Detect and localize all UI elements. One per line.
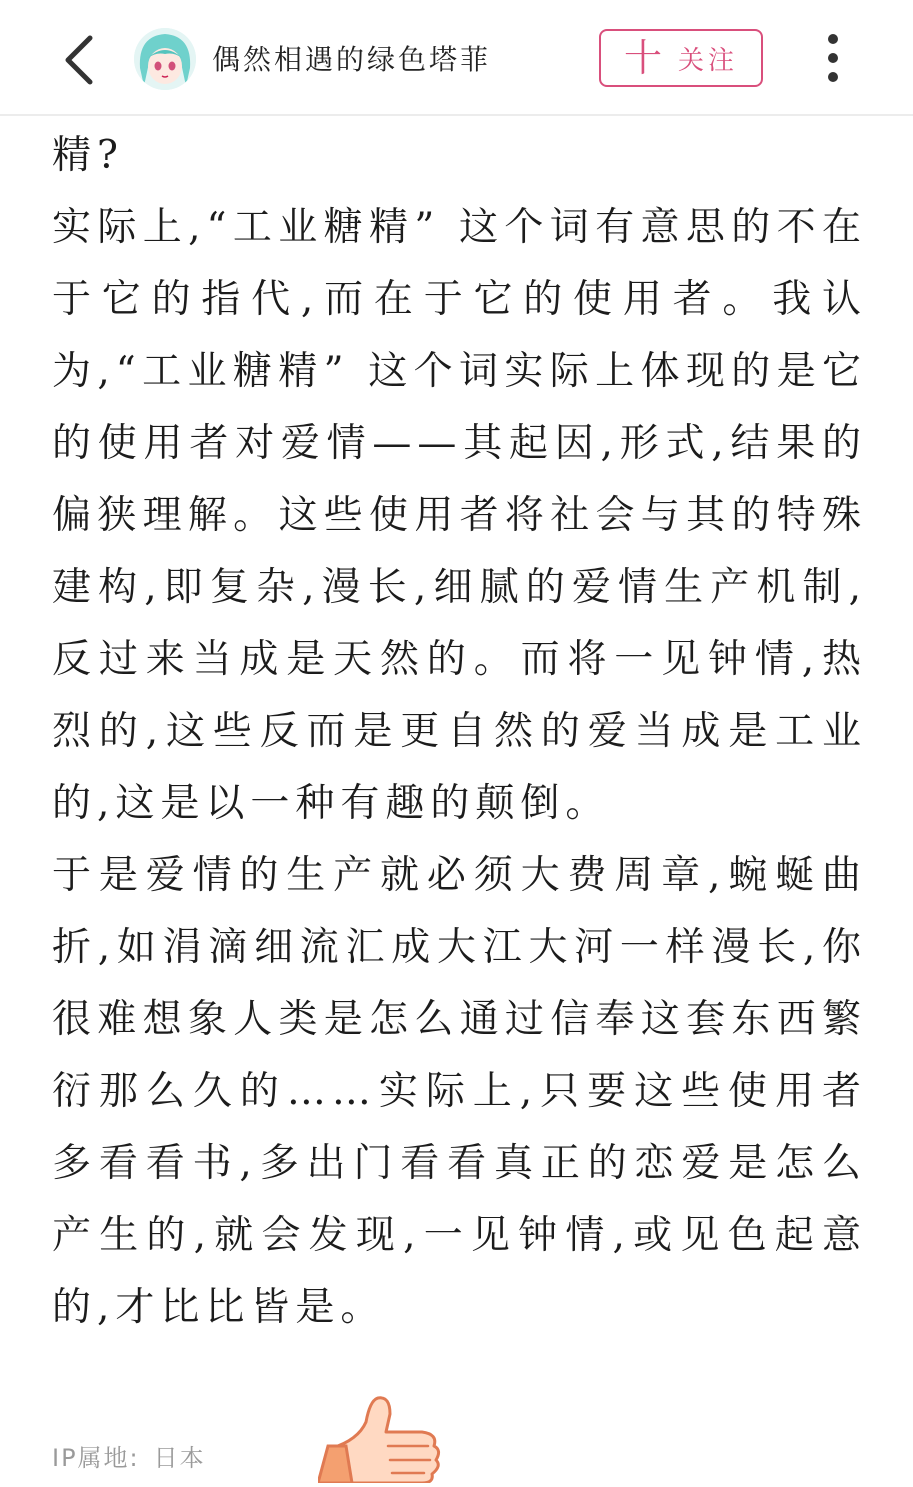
paragraph: 实际上,“工业糖精” 这个词有意思的不在于它的指代,而在于它的使用者。我认为,“工业糖精” 这个词实际上体现的是它的使用者对爱情——其起因,形式,结果的偏狭理解。这些使用者将社会与其的特殊建构,即复杂,漫长,细腻的爱情生产机制,反过来当成是天然的。而将一见钟情,热烈的,这些反而是更自然的爱当成是工业的,这是以一种有趣的颠倒。	[52, 205, 867, 826]
ip-label: IP属地:	[52, 1444, 140, 1472]
ip-value: 日本	[153, 1444, 206, 1472]
avatar[interactable]	[134, 28, 196, 90]
dot	[828, 53, 838, 63]
dot	[828, 34, 838, 44]
thumbs-up-icon	[318, 1388, 448, 1483]
article-body	[52, 120, 867, 1344]
paragraph: 于是爱情的生产就必须大费周章,蜿蜒曲折,如涓滴细流汇成大江大河一样漫长,你很难想象人类是怎么通过信奉这套东西繁衍那么久的……实际上,只要这些使用者多看看书,多出门看看真正的恋爱是怎么产生的,就会发现,一见钟情,或见色起意的,才比比皆是。	[52, 853, 867, 1330]
follow-button[interactable]	[599, 29, 763, 87]
follow-label: 关注	[678, 45, 739, 76]
ip-location	[52, 1438, 206, 1478]
dot	[828, 72, 838, 82]
paragraph: 精?	[52, 133, 124, 178]
back-arrow-icon[interactable]	[52, 30, 108, 90]
plus-icon: 十	[623, 36, 666, 80]
top-bar	[0, 0, 913, 116]
username[interactable]: 偶然相遇的绿色塔菲	[212, 43, 492, 76]
more-options-icon[interactable]	[818, 34, 848, 88]
